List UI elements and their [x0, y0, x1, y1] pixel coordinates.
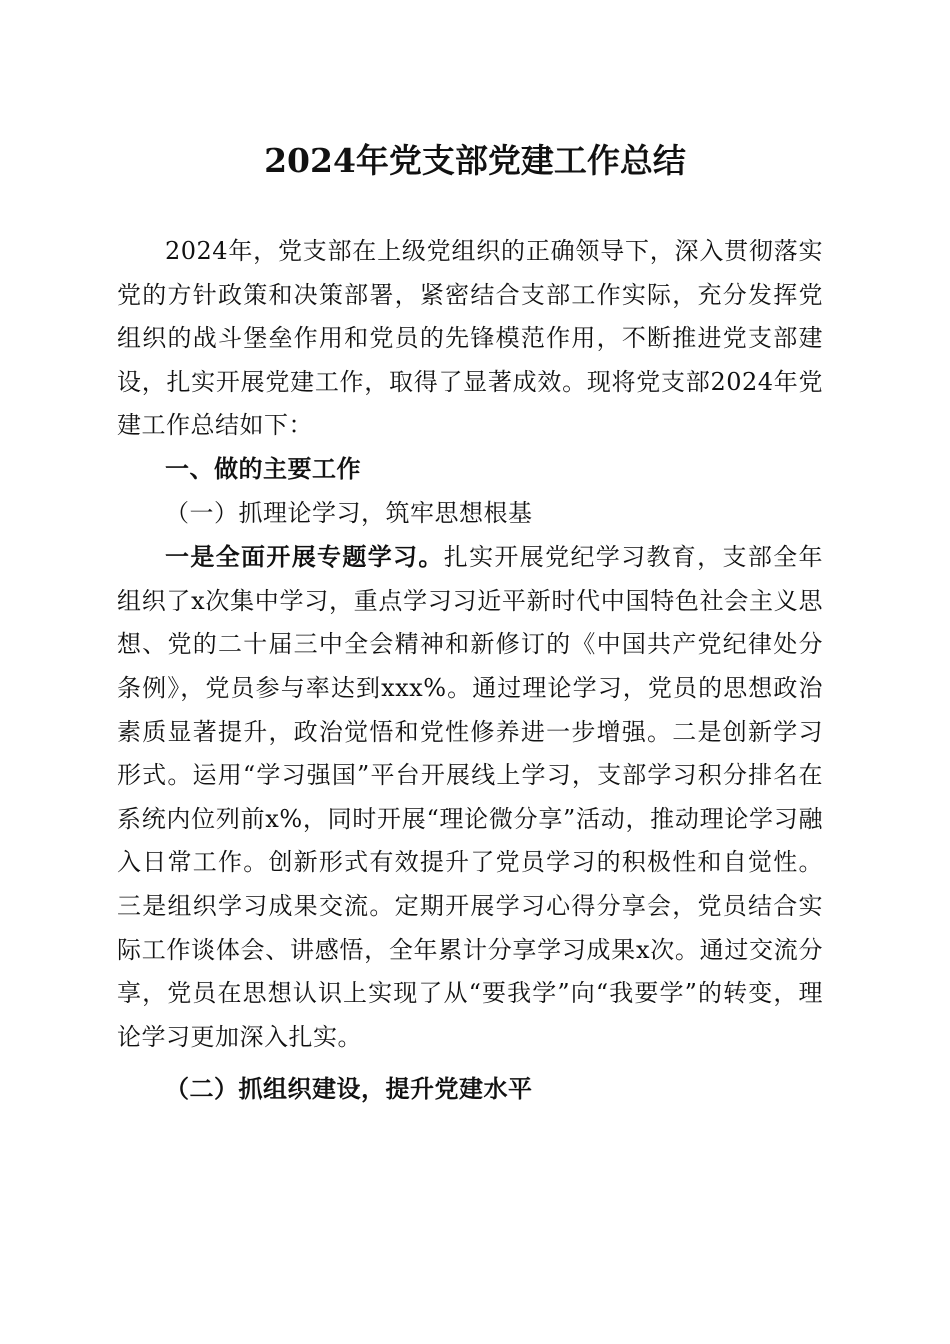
- subsection-heading-theory-study: （一）抓理论学习，筑牢思想根基: [165, 498, 533, 527]
- document-title: 2024年党支部党建工作总结: [264, 141, 686, 180]
- theory-study-lead: 一是全面开展专题学习。: [165, 542, 444, 572]
- intro-paragraph: 2024年，党支部在上级党组织的正确领导下，深入贯彻落实党的方针政策和决策部署，紧密结合支部工作实际，充分发挥党组织的战斗堡垒作用和党员的先锋模范作用，不断推进党支部建设，扎实开展党建工作，取得了显著成效。现将党支部2024年党建工作总结如下：: [117, 237, 823, 440]
- section-heading-main-work: 一、做的主要工作: [165, 454, 361, 483]
- paragraph-spacer: [117, 1059, 823, 1067]
- document-body: [117, 230, 823, 1111]
- subsection-heading-organization: （二）抓组织建设，提升党建水平: [165, 1074, 533, 1104]
- theory-study-paragraph: [117, 535, 823, 1059]
- theory-study-body: 扎实开展党纪学习教育，支部全年组织了x次集中学习，重点学习习近平新时代中国特色社会主义思想、党的二十届三中全会精神和新修订的《中国共产党纪律处分条例》，党员参与率达到xxx%。通过理论学习，党员的思想政治素质显著提升，政治觉悟和党性修养进一步增强。二是创新学习形式。运用“学习强国”平台开展线上学习，支部学习积分排名在系统内位列前x%，同时开展“理论微分享”活动，推动理论学习融入日常工作。创新形式有效提升了党员学习的积极性和自觉性。三是组织学习成果交流。定期开展学习心得分享会，党员结合实际工作谈体会、讲感悟，全年累计分享学习成果x次。通过交流分享，党员在思想认识上实现了从“要我学”向“我要学”的转变，理论学习更加深入扎实。: [117, 543, 824, 1051]
